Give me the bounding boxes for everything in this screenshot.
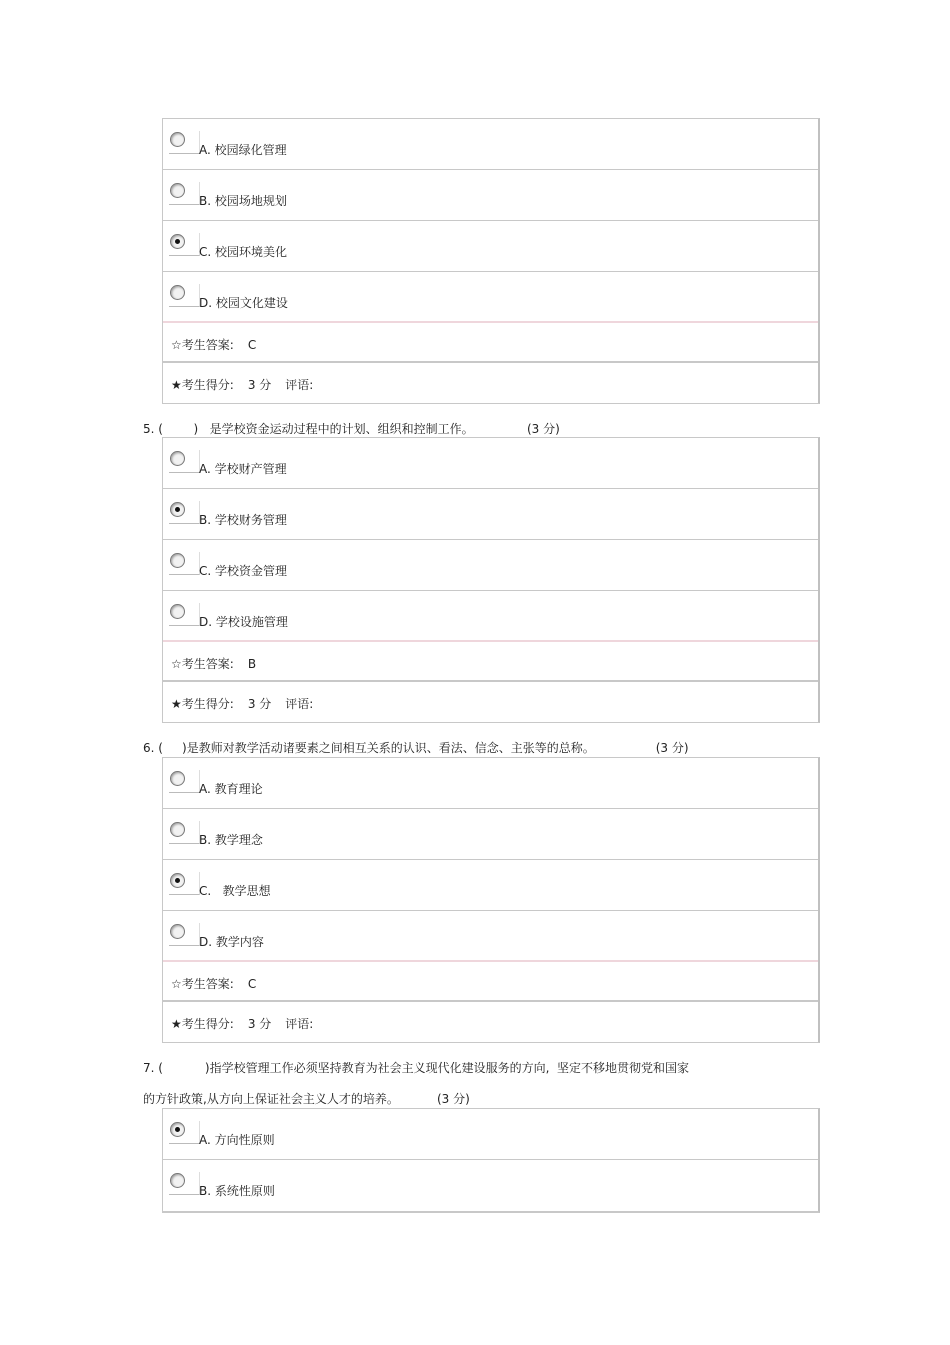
score-label: ★考生得分: xyxy=(171,697,234,711)
option-row[interactable] xyxy=(163,1109,818,1160)
option-label: B. 学校财务管理 xyxy=(199,513,287,527)
comment-label: 评语: xyxy=(285,697,314,711)
question-6-stem: 6. ( )是教师对教学活动诸要素之间相互关系的认识、看法、信念、主张等的总称。 (3 分) xyxy=(143,741,689,755)
comment-label: 评语: xyxy=(285,1017,314,1031)
radio-button[interactable] xyxy=(169,821,200,844)
radio-button-selected[interactable] xyxy=(169,233,200,256)
option-row[interactable] xyxy=(163,1160,818,1211)
option-label: C. 教学思想 xyxy=(199,884,271,898)
answer-row xyxy=(163,323,818,363)
option-label: C. 学校资金管理 xyxy=(199,564,288,578)
radio-button[interactable] xyxy=(169,450,200,473)
score-row xyxy=(163,363,818,403)
answer-row xyxy=(163,642,818,682)
radio-button[interactable] xyxy=(169,131,200,154)
question-5-stem: 5. ( ) 是学校资金运动过程中的计划、组织和控制工作。 (3 分) xyxy=(143,422,560,436)
radio-button[interactable] xyxy=(169,603,200,626)
radio-button[interactable] xyxy=(169,552,200,575)
option-row[interactable] xyxy=(163,272,818,323)
question-5-options xyxy=(162,437,820,723)
option-row[interactable] xyxy=(163,911,818,962)
comment-label: 评语: xyxy=(285,378,314,392)
option-row[interactable] xyxy=(163,221,818,272)
radio-button[interactable] xyxy=(169,284,200,307)
radio-button[interactable] xyxy=(169,770,200,793)
answer-label: ☆考生答案: xyxy=(171,338,234,352)
option-row[interactable] xyxy=(163,758,818,809)
option-label: D. 校园文化建设 xyxy=(199,296,288,310)
question-7-options xyxy=(162,1108,820,1213)
score-row xyxy=(163,1002,818,1042)
option-label: B. 教学理念 xyxy=(199,833,263,847)
answer-label: ☆考生答案: xyxy=(171,657,234,671)
option-row[interactable] xyxy=(163,860,818,911)
answer-row xyxy=(163,962,818,1002)
radio-button-selected[interactable] xyxy=(169,1121,200,1144)
radio-button-selected[interactable] xyxy=(169,872,200,895)
option-label: A. 学校财产管理 xyxy=(199,462,287,476)
option-row[interactable] xyxy=(163,489,818,540)
score-label: ★考生得分: xyxy=(171,1017,234,1031)
question-6-options xyxy=(162,757,820,1043)
option-label: A. 校园绿化管理 xyxy=(199,143,287,157)
answer-value: C xyxy=(247,977,257,991)
option-row[interactable] xyxy=(163,591,818,642)
score-value: 3 分 xyxy=(247,1017,272,1031)
radio-button-selected[interactable] xyxy=(169,501,200,524)
option-label: D. 教学内容 xyxy=(199,935,264,949)
option-row[interactable] xyxy=(163,540,818,591)
score-value: 3 分 xyxy=(247,697,272,711)
option-row[interactable] xyxy=(163,119,818,170)
option-label: A. 教育理论 xyxy=(199,782,263,796)
score-row xyxy=(163,682,818,722)
radio-button[interactable] xyxy=(169,923,200,946)
answer-value: C xyxy=(247,338,257,352)
answer-label: ☆考生答案: xyxy=(171,977,234,991)
option-row[interactable] xyxy=(163,809,818,860)
option-label: C. 校园环境美化 xyxy=(199,245,288,259)
radio-button[interactable] xyxy=(169,182,200,205)
option-label: B. 系统性原则 xyxy=(199,1184,275,1198)
option-label: D. 学校设施管理 xyxy=(199,615,288,629)
question-7-stem-line-1: 7. ( )指学校管理工作必须坚持教育为社会主义现代化建设服务的方向, 坚定不移地贯彻党和国家 xyxy=(143,1061,690,1075)
question-7-stem-line-2: 的方针政策,从方向上保证社会主义人才的培养。 (3 分) xyxy=(143,1092,470,1106)
score-value: 3 分 xyxy=(247,378,272,392)
radio-button[interactable] xyxy=(169,1172,200,1195)
option-label: A. 方向性原则 xyxy=(199,1133,275,1147)
option-row[interactable] xyxy=(163,170,818,221)
option-label: B. 校园场地规划 xyxy=(199,194,287,208)
option-row[interactable] xyxy=(163,438,818,489)
score-label: ★考生得分: xyxy=(171,378,234,392)
question-4-options xyxy=(162,118,820,404)
answer-value: B xyxy=(247,657,257,671)
